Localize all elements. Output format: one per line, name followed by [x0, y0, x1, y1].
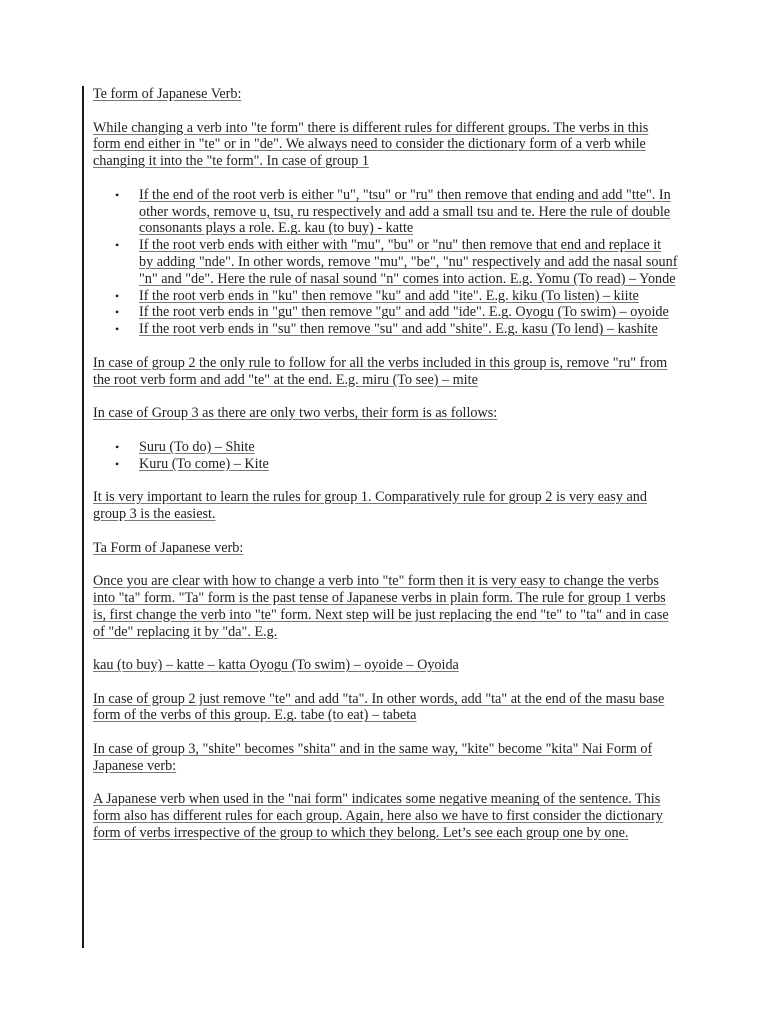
list-item	[93, 456, 678, 473]
list-item-text: Kuru (To come) – Kite	[139, 455, 269, 472]
group3-intro: In case of Group 3 as there are only two verbs, their form is as follows:	[93, 405, 498, 422]
bullet-icon: •	[115, 456, 120, 471]
ta-group3-paragraph: In case of group 3, "shite" becomes "shita" and in the same way, "kite" become "kita" Nai Form of Japanese verb:	[93, 741, 653, 774]
list-item-text: Suru (To do) – Shite	[139, 438, 255, 455]
list-item	[93, 288, 678, 305]
list-item	[93, 321, 678, 338]
ta-examples: kau (to buy) – katte – katta Oyogu (To swim) – oyoide – Oyoida	[93, 657, 459, 674]
bullet-icon: •	[115, 322, 120, 337]
list-item	[93, 304, 678, 321]
bullet-icon: •	[115, 305, 120, 320]
list-item	[93, 439, 678, 456]
list-item-text: If the root verb ends in "gu" then remove "gu" and add "ide". E.g. Oyogu (To swim) – oyoide	[139, 304, 669, 321]
left-margin-rule	[82, 86, 84, 948]
list-item-text: If the root verb ends with either with "mu", "bu" or "nu" then remove that end and replace it by adding "nde". In other words, remove "mu", "be", "nu" respectively and add the nasal sounf "n" and "de". Here the rule of nasal sound "n" comes into action. E.g. Yomu (To read) – Yonde	[139, 237, 678, 287]
group3-list	[93, 439, 678, 473]
heading-ta-form: Ta Form of Japanese verb:	[93, 539, 244, 556]
ta-intro-paragraph: Once you are clear with how to change a verb into "te" form then it is very easy to change the verbs into "ta" form. "Ta" form is the past tense of Japanese verbs in plain form. The rule for group 1 verbs is, first change the verb into "te" form. Next step will be just replacing the end "te" to "ta" and in case of "de" replacing it by "da". E.g.	[93, 573, 669, 640]
list-item	[93, 187, 678, 237]
list-item	[93, 237, 678, 287]
importance-paragraph: It is very important to learn the rules for group 1. Comparatively rule for group 2 is very easy and group 3 is the easiest.	[93, 489, 647, 522]
intro-paragraph: While changing a verb into "te form" there is different rules for different groups. The verbs in this form end either in "te" or in "de". We always need to consider the dictionary form of a verb while changing it into the "te form". In case of group 1	[93, 119, 649, 170]
nai-intro-paragraph: A Japanese verb when used in the "nai form" indicates some negative meaning of the sentence. This form also has different rules for each group. Again, here also we have to first consider the dictionary form of verbs irrespective of the group to which they belong. Let’s see each group one by one.	[93, 791, 663, 842]
document-body	[93, 86, 678, 859]
ta-group2-paragraph: In case of group 2 just remove "te" and add "ta". In other words, add "ta" at the end of the masu base form of the verbs of this group. E.g. tabe (to eat) – tabeta	[93, 690, 665, 724]
group2-paragraph: In case of group 2 the only rule to follow for all the verbs included in this group is, remove "ru" from the root verb form and add "te" at the end. E.g. miru (To see) – mite	[93, 354, 668, 388]
list-item-text: If the root verb ends in "ku" then remove "ku" and add "ite". E.g. kiku (To listen) – kiite	[139, 287, 639, 304]
bullet-icon: •	[115, 238, 120, 253]
heading-te-form: Te form of Japanese Verb:	[93, 86, 242, 102]
list-item-text: If the end of the root verb is either "u", "tsu" or "ru" then remove that ending and add "tte". In other words, remove u, tsu, ru respectively and add a small tsu and te. Here the rule of double consonants plays a role. E.g. kau (to buy) - katte	[139, 186, 671, 237]
group1-rules-list	[93, 187, 678, 338]
bullet-icon: •	[115, 288, 120, 303]
list-item-text: If the root verb ends in "su" then remove "su" and add "shite". E.g. kasu (To lend) – kashite	[139, 321, 658, 338]
bullet-icon: •	[115, 439, 120, 454]
bullet-icon: •	[115, 187, 120, 202]
